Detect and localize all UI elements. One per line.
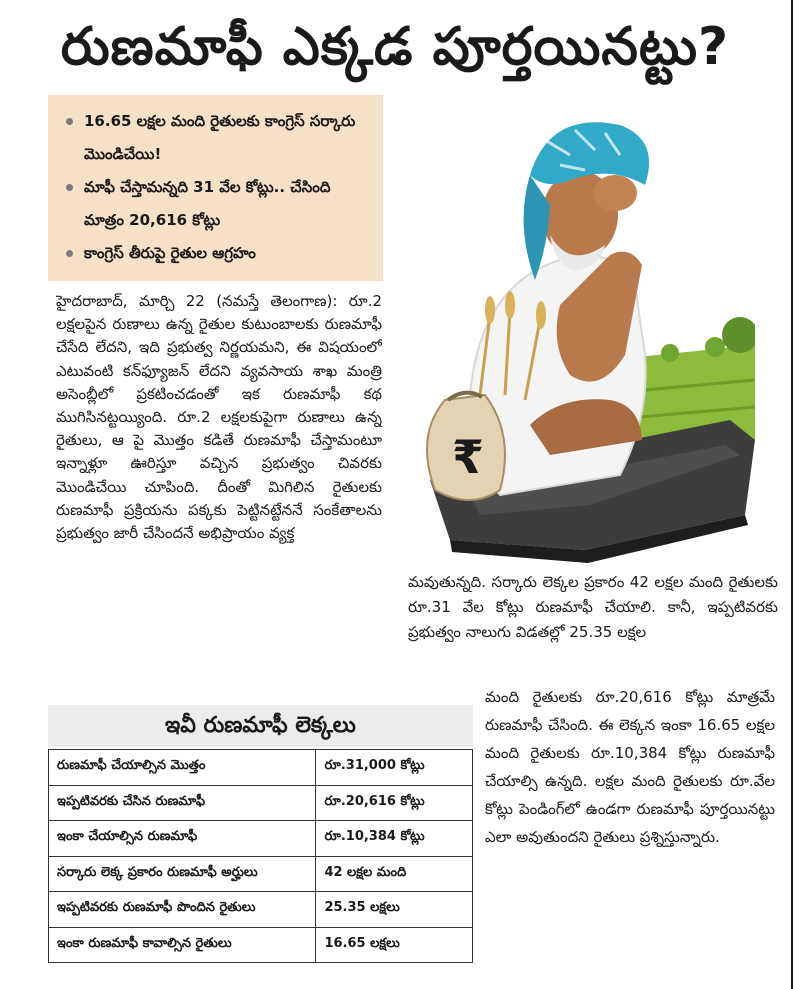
rupee-icon: ₹	[451, 430, 485, 484]
highlights-box	[48, 95, 383, 281]
row-value: 42 లక్షల మంది	[316, 856, 473, 892]
bullet-icon	[66, 118, 73, 125]
highlight-item	[64, 105, 371, 171]
row-label: ఇంకా చేయాల్సిన రుణమాఫీ	[49, 821, 316, 857]
bullet-icon	[66, 250, 73, 257]
highlight-text: 16.65 లక్షల మంది రైతులకు కాంగ్రెస్ సర్కారు మొండిచేయి!	[84, 112, 356, 163]
row-label: ఇంకా రుణమాఫీ కావాల్సిన రైతులు	[49, 927, 316, 963]
column-rule	[791, 0, 793, 989]
highlight-item	[64, 171, 371, 237]
article-column-right-top: మవుతున్నది. సర్కారు లెక్కల ప్రకారం 42 లక్షల మంది రైతులకు రూ.31 వేల కోట్లు రుణమాఫీ చేయాలి. కానీ, ఇప్పటివరకు ప్రభుత్వం నాలుగు విడతల్లో 25.35 లక్షల	[408, 573, 778, 641]
row-value: రూ.10,384 కోట్లు	[316, 821, 473, 857]
row-label: ఇప్పటివరకు చేసిన రుణమాఫీ	[49, 785, 316, 821]
table-row	[49, 821, 473, 857]
row-label: ఇప్పటివరకు రుణమాఫీ పొందిన రైతులు	[49, 892, 316, 928]
article-column-left: హైదరాబాద్, మార్చి 22 (నమస్తే తెలంగాణ): రూ.2 లక్షలపైన రుణాలు ఉన్న రైతుల కుటుంబాలకు రుణమాఫీ చేసేది లేదని, ఇది ప్రభుత్వ నిర్ణయమని, ఈ విషయంలో ఎటువంటి కన్‌ఫ్యూజన్ లేదని వ్యవసాయ శాఖ మంత్రి అసెంబ్లీలో ప్రకటించడంతో ఇక రుణమాఫీ కథ ముగిసినట్టయ్యింది. రూ.2 లక్షలకుపైగా రుణాలు ఉన్న రైతులు, ఆ పై మొత్తం కడితే రుణమాఫీ చేస్తామంటూ ఇన్నాళ్లూ ఊరిస్తూ వచ్చిన ప్రభుత్వం చివరకు మొండిచేయి చూపింది. దీంతో మిగిలిన రైతులకు రుణమాఫీ ప్రక్రియను పక్కకు పెట్టినట్టేననే సంకేతాలను ప్రభుత్వం జారీ చేసిందనే అభిప్రాయం వ్యక్త	[56, 292, 382, 543]
highlight-item	[64, 237, 371, 270]
table-row	[49, 927, 473, 963]
row-value: రూ.20,616 కోట్లు	[316, 785, 473, 821]
table-row	[49, 785, 473, 821]
headline: రుణమాఫీ ఎక్కడ పూర్తయినట్టు?	[60, 17, 730, 77]
row-label: సర్కారు లెక్క ప్రకారం రుణమాఫీ అర్హులు	[49, 856, 316, 892]
farmer-illustration	[410, 95, 755, 573]
row-value: 25.35 లక్షలు	[316, 892, 473, 928]
article-column-right-bottom: మంది రైతులకు రూ.20,616 కోట్లు మాత్రమే రుణమాఫీ చేసింది. ఈ లెక్కన ఇంకా 16.65 లక్షల మంది రైతులకు రూ.10,384 కోట్లు రుణమాఫీ చేయాల్సి ఉన్నది. లక్షల మంది రైతులకు రూ.వేల కోట్లు పెండింగ్‌లో ఉండగా రుణమాఫీ పూర్తయినట్టు ఎలా అవుతుందని రైతులు ప్రశ్నిస్తున్నారు.	[485, 688, 775, 846]
highlight-text: మాఫీ చేస్తామన్నది 31 వేల కోట్లు.. చేసింది మాత్రం 20,616 కోట్లు	[84, 178, 331, 229]
table-row	[49, 750, 473, 786]
row-value: రూ.31,000 కోట్లు	[316, 750, 473, 786]
stats-table	[48, 749, 473, 963]
bullet-icon	[66, 184, 73, 191]
table-row	[49, 856, 473, 892]
table-row	[49, 892, 473, 928]
stats-title: ఇవీ రుణమాఫీ లెక్కలు	[48, 705, 473, 747]
highlight-text: కాంగ్రెస్ తీరుపై రైతుల ఆగ్రహం	[84, 244, 256, 262]
row-value: 16.65 లక్షలు	[316, 927, 473, 963]
row-label: రుణమాఫీ చేయాల్సిన మొత్తం	[49, 750, 316, 786]
stats-box	[48, 705, 473, 963]
